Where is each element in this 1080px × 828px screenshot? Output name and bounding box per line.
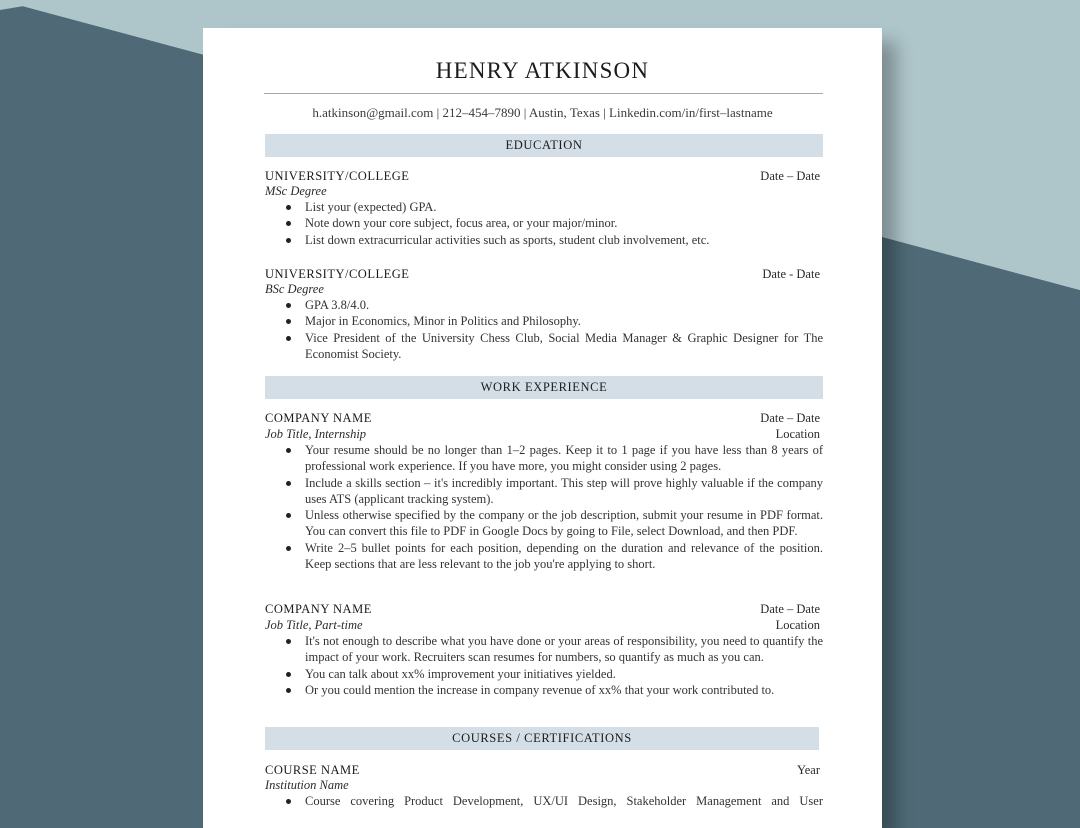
education-entry	[265, 266, 823, 362]
list-item: List your (expected) GPA.	[305, 199, 823, 215]
header-divider	[264, 93, 823, 94]
degree-name: BSc Degree	[265, 282, 324, 296]
institution-name: UNIVERSITY/COLLEGE	[265, 267, 410, 281]
list-item: List down extracurricular activities such as sports, student club involvement, etc.	[305, 232, 823, 248]
job-title: Job Title, Part-time	[265, 618, 363, 632]
courses-heading: COURSES / CERTIFICATIONS	[265, 727, 819, 750]
job-location: Location	[775, 427, 820, 441]
list-item: Write 2–5 bullet points for each position, depending on the duration and relevance of the position. Keep sections that are less relevant to the job you're applying to short.	[305, 540, 823, 572]
job-location: Location	[775, 618, 820, 632]
degree-name: MSc Degree	[265, 184, 327, 198]
list-item: Include a skills section – it's incredibly important. This step will prove highly valuable if the company uses ATS (applicant tracking system).	[305, 475, 823, 506]
list-item: GPA 3.8/4.0.	[305, 297, 823, 313]
course-entry	[265, 762, 823, 809]
list-item: Your resume should be no longer than 1–2 pages. Keep it to 1 page if you have less than 8 years of professional work experience. If you have more, you might consider using 2 pages.	[305, 443, 823, 474]
company-name: COMPANY NAME	[265, 602, 372, 616]
course-year: Year	[796, 763, 820, 777]
education-heading: EDUCATION	[265, 134, 823, 157]
date-range: Date - Date	[762, 267, 820, 281]
list-item: Note down your core subject, focus area, or your major/minor.	[305, 215, 823, 231]
resume-page	[203, 28, 882, 828]
institution-name: Institution Name	[265, 778, 349, 792]
candidate-name: HENRY ATKINSON	[435, 58, 650, 83]
list-item: Or you could mention the increase in company revenue of xx% that your work contributed to.	[305, 682, 823, 698]
work-entry	[265, 410, 823, 572]
contact-line: h.atkinson@gmail.com | 212–454–7890 | Austin, Texas | Linkedin.com/in/first–lastname	[312, 105, 773, 120]
company-name: COMPANY NAME	[265, 411, 372, 425]
date-range: Date – Date	[760, 602, 820, 616]
date-range: Date – Date	[760, 169, 820, 183]
course-name: COURSE NAME	[265, 763, 360, 777]
list-item: Unless otherwise specified by the company or the job description, submit your resume in PDF format. You can convert this file to PDF in Google Docs by going to File, select Download, and then PDF.	[305, 508, 823, 539]
list-item: Course covering Product Development, UX/UI Design, Stakeholder Management and User	[305, 794, 823, 808]
date-range: Date – Date	[760, 411, 820, 425]
work-experience-heading: WORK EXPERIENCE	[265, 376, 823, 399]
list-item: You can talk about xx% improvement your initiatives yielded.	[305, 666, 823, 682]
education-entry	[265, 168, 823, 248]
list-item: Vice President of the University Chess Club, Social Media Manager & Graphic Designer for The Economist Society.	[305, 330, 823, 361]
list-item: Major in Economics, Minor in Politics and Philosophy.	[305, 313, 823, 329]
job-title: Job Title, Internship	[265, 427, 367, 441]
institution-name: UNIVERSITY/COLLEGE	[265, 169, 410, 183]
list-item: It's not enough to describe what you have done or your areas of responsibility, you need to quantify the impact of your work. Recruiters scan resumes for numbers, so quantify as much as you can.	[305, 634, 823, 665]
work-entry	[265, 601, 823, 698]
